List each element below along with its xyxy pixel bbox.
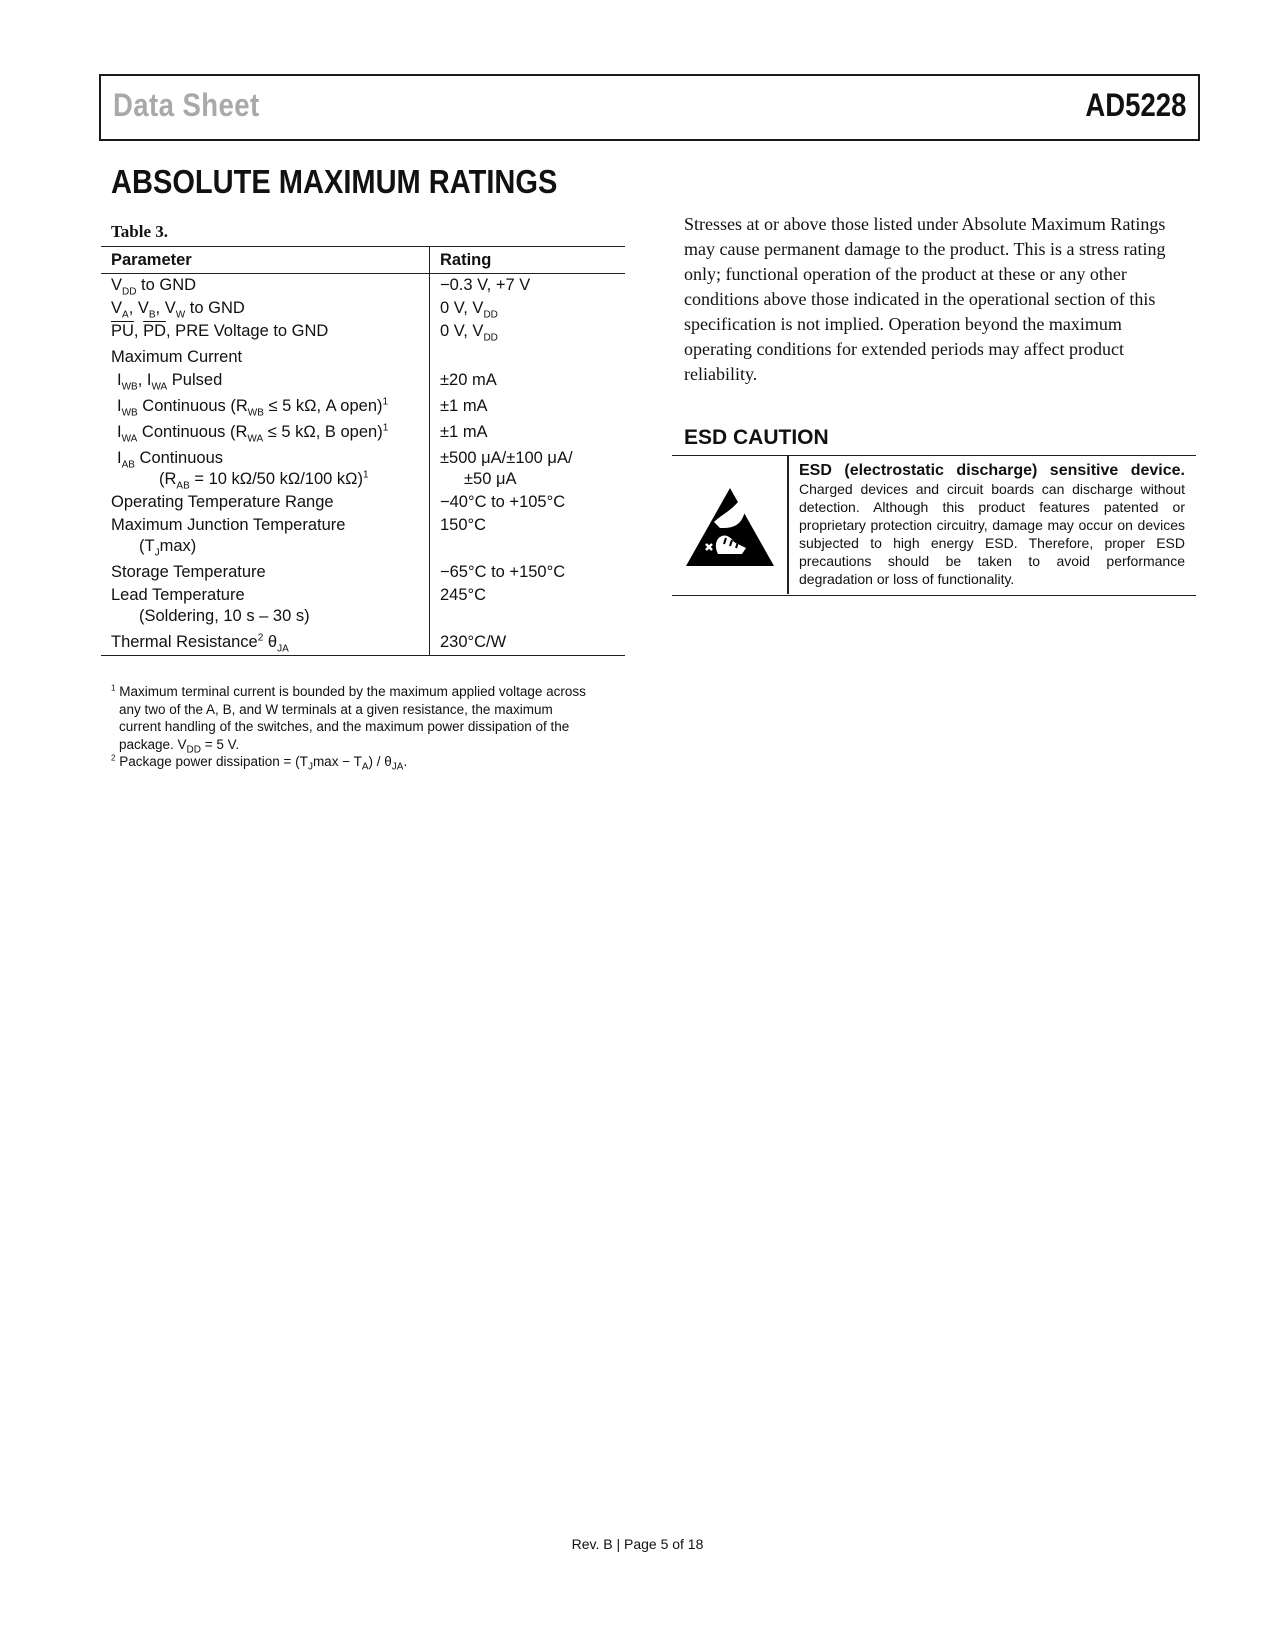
table-row	[101, 444, 625, 491]
rating-cell: ±500 μA/±100 μA/ ±50 μA	[430, 444, 626, 491]
table-row	[101, 392, 625, 418]
rating-cell: 0 V, $V_{DD}$	[430, 320, 626, 343]
table-row	[101, 558, 625, 584]
header-rating: Rating	[430, 247, 626, 274]
param-cell: Lead Temperature (Soldering, 10 s – 30 s)	[111, 586, 310, 625]
absolute-max-ratings-table	[101, 246, 625, 656]
table-caption: Table 3.	[111, 222, 169, 241]
esd-warning-icon	[684, 484, 776, 573]
page-header	[99, 74, 1200, 141]
table-row	[101, 418, 625, 444]
table-row	[101, 491, 625, 514]
section-title: ABSOLUTE MAXIMUM RATINGS	[111, 163, 558, 200]
part-number: AD5228	[1085, 87, 1186, 123]
table-row	[101, 343, 625, 369]
rating-cell: 245°C	[430, 584, 626, 628]
rating-cell: 150°C	[430, 514, 626, 558]
param-cell: $\overline{PU}$, $\overline{PD}$, PRE Voltage to GND	[111, 322, 329, 340]
table-row	[101, 369, 625, 392]
rating-cell: 0 V, $V_{DD}$	[430, 297, 626, 320]
table-row	[101, 297, 625, 320]
table-footnotes	[111, 683, 591, 771]
table-row	[101, 274, 625, 298]
table-row	[101, 320, 625, 343]
esd-caution-text	[799, 462, 1185, 588]
param-cell: $V_{DD}$ to GND	[111, 276, 197, 298]
param-cell: Maximum Junction Temperature $(T_J\max)$	[111, 516, 346, 559]
header-parameter: Parameter	[101, 247, 430, 274]
esd-caution-box	[672, 455, 1196, 596]
table-header-row	[101, 247, 625, 274]
param-cell: $V_A$, $V_B$, $V_W$ to GND	[111, 299, 245, 321]
rating-cell: ±20 mA	[430, 369, 626, 392]
esd-body-text: Charged devices and circuit boards can discharge without detection. Although this product features patented or proprietary protection circuitry, damage may occur on devices subjected to high energy ESD. Therefore, proper ESD precautions should be taken to avoid performance degradation or loss of functionality.	[799, 481, 1185, 587]
param-cell: Thermal Resistance$^2$ $\theta_{JA}$	[101, 628, 430, 656]
footnote-1: $^1$ Maximum terminal current is bounded by the maximum applied voltage across any two of the A, B, and W terminals at a given resistance, the maximum current handling of the switches, and the maximum power dissipation of the package. $V_{DD} = 5$ V.	[111, 683, 586, 756]
rating-cell	[430, 343, 626, 369]
esd-divider	[787, 456, 789, 594]
param-cell: Storage Temperature	[111, 563, 266, 581]
stress-disclaimer-paragraph: Stresses at or above those listed under Absolute Maximum Ratings may cause permanent damage to the product. This is a stress rating only; functional operation of the product at these or any other conditions above those indicated in the operational section of this specification is not implied. Operation beyond the maximum operating conditions for extended periods may affect product reliability.	[684, 214, 1166, 384]
rating-cell: −65°C to +150°C	[430, 558, 626, 584]
param-cell: Operating Temperature Range	[111, 493, 334, 511]
footnote-2: $^2$ Package power dissipation = $(T_J\max - T_A) / \theta_{JA}$.	[111, 753, 408, 773]
param-cell: $I_{WA}$ Continuous ($R_{WA} \le 5$ kΩ, B open)$^1$	[117, 422, 389, 445]
table-row	[101, 514, 625, 558]
rating-cell: −40°C to +105°C	[430, 491, 626, 514]
doc-type-label: Data Sheet	[113, 87, 260, 123]
table-row	[101, 628, 625, 656]
rating-cell: ±1 mA	[430, 418, 626, 444]
rating-cell: ±1 mA	[430, 392, 626, 418]
rating-cell: 230°C/W	[430, 628, 626, 656]
esd-lead-text: ESD (electrostatic discharge) sensitive device.	[799, 462, 1185, 479]
param-cell: $I_{AB}$ Continuous ($R_{AB} = 10$ kΩ/50 kΩ/100 kΩ)$^1$	[117, 449, 369, 492]
table-row	[101, 584, 625, 628]
page-footer: Rev. B | Page 5 of 18	[571, 1536, 704, 1552]
param-cell: $I_{WB}$, $I_{WA}$ Pulsed	[117, 371, 223, 393]
param-cell: $I_{WB}$ Continuous ($R_{WB} \le 5$ kΩ, A open)$^1$	[117, 396, 389, 419]
rating-cell: −0.3 V, +7 V	[430, 274, 626, 298]
esd-caution-heading: ESD CAUTION	[684, 426, 829, 449]
param-cell: Maximum Current	[111, 348, 243, 366]
